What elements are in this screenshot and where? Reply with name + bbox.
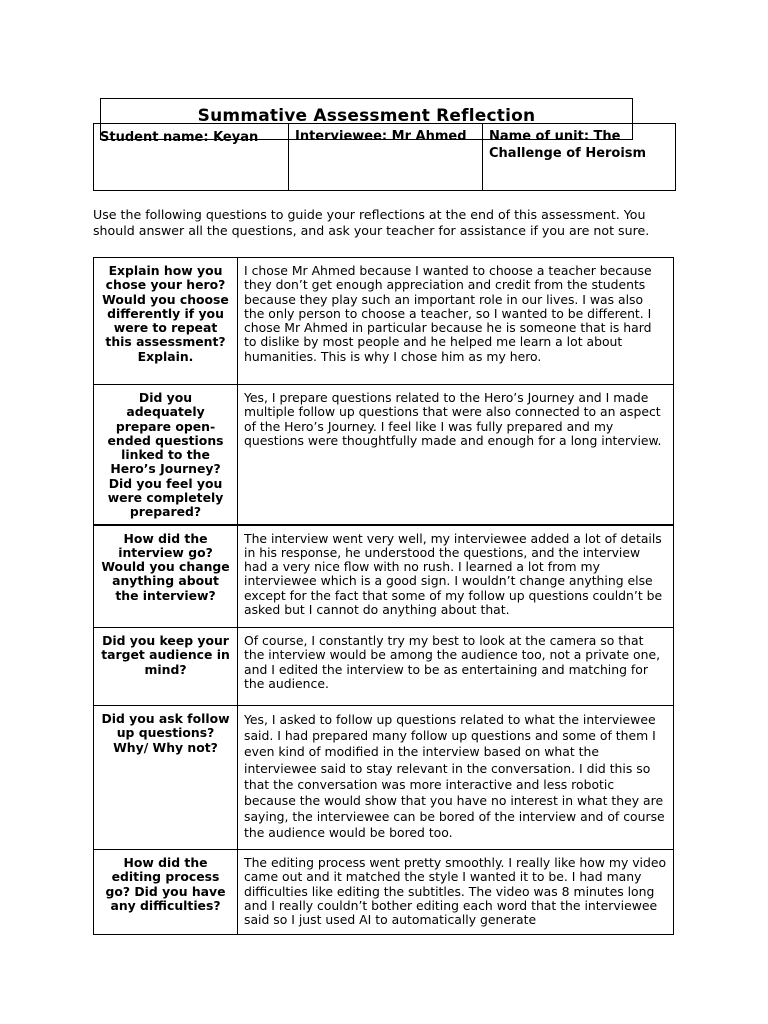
answer-cell: The interview went very well, my interviewee added a lot of details in his response, he understood the questions, and the interview had a very nice flow with no rush. I learned a lot from my interviewee which is a good sign. I wouldn’t change anything else except for the fact that some of my follow up questions couldn’t be asked but I cannot do anything about that. <box>238 525 674 628</box>
answer-cell: I chose Mr Ahmed because I wanted to choose a teacher because they don’t get enough appreciation and credit from the students because they play such an important role in our lives. I was also the only person to choose a teacher, so I wanted to be different. I chose Mr Ahmed in particular because he is someone that is hard to dislike by most people and he helped me learn a lot about humanities. This is why I chose him as my hero. <box>238 258 674 385</box>
answer-cell: Yes, I asked to follow up questions related to what the interviewee said. I had prepared many follow up questions and some of them I even kind of modified in the interview based on what the interviewee said to stay relevant in the conversation. I did this so that the conversation was more interactive and less robotic because the would show that you have no interest in what they are saying, the interviewee can be bored of the interview and of course the audience would be bored too. <box>238 706 674 850</box>
table-row <box>94 850 674 935</box>
question-cell: Did you adequately prepare open-ended questions linked to the Hero’s Journey? Did you feel you were completely prepared? <box>94 385 238 525</box>
table-row <box>94 258 674 385</box>
answer-cell: Yes, I prepare questions related to the Hero’s Journey and I made multiple follow up questions that were also connected to an aspect of the Hero’s Journey. I feel like I was fully prepared and my questions were thoughtfully made and enough for a long interview. <box>238 385 674 525</box>
page-title: Summative Assessment Reflection <box>197 106 536 126</box>
question-cell: Did you keep your target audience in mind? <box>94 628 238 706</box>
question-cell: Did you ask follow up questions? Why/ Why not? <box>94 706 238 850</box>
question-cell: How did the editing process go? Did you have any difficulties? <box>94 850 238 935</box>
question-cell: Explain how you chose your hero? Would you choose differently if you were to repeat this assessment? Explain. <box>94 258 238 385</box>
table-row <box>94 706 674 850</box>
interviewee-cell: Interviewee: Mr Ahmed <box>289 124 483 190</box>
question-cell: How did the interview go? Would you change anything about the interview? <box>94 525 238 628</box>
reflection-table <box>93 257 674 935</box>
student-name-cell: Student name: Keyan <box>94 124 289 190</box>
answer-cell: Of course, I constantly try my best to look at the camera so that the interview would be among the audience too, not a private one, and I edited the interview to be as entertaining and matching for the audience. <box>238 628 674 706</box>
table-row <box>94 385 674 525</box>
table-row <box>94 628 674 706</box>
unit-name-cell: Name of unit: The Challenge of Heroism <box>489 129 647 161</box>
table-row <box>94 525 674 628</box>
intro-text: Use the following questions to guide your reflections at the end of this assessment. You should answer all the questions, and ask your teacher for assistance if you are not sure. <box>93 207 650 238</box>
header-table <box>93 123 676 191</box>
answer-cell: The editing process went pretty smoothly. I really like how my video came out and it matched the style I wanted it to be. I had many difficulties like editing the subtitles. The video was 8 minutes long and I really couldn’t bother editing each word that the interviewee said so I just used AI to automatically generate <box>238 850 674 935</box>
